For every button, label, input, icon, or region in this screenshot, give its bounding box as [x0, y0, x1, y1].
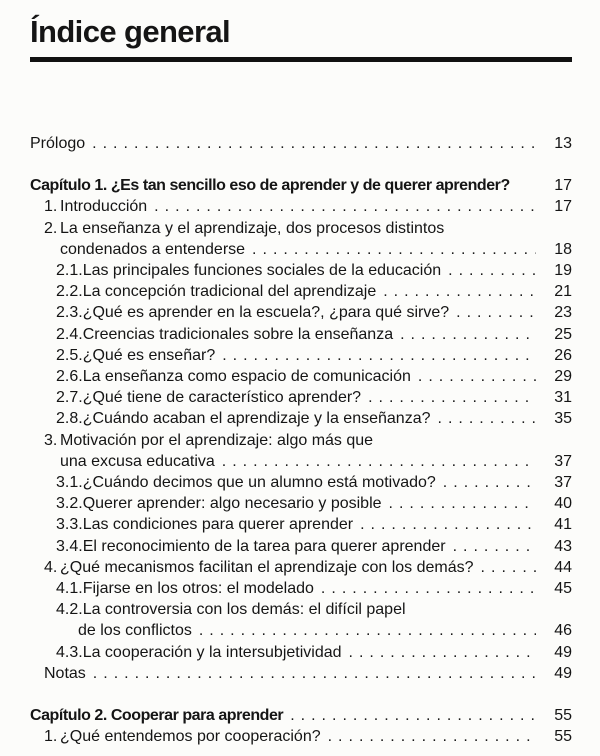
- toc-entry-title: ¿Qué entendemos por cooperación?: [60, 728, 321, 746]
- toc-entry-page: 43: [554, 537, 572, 555]
- toc-entry-number: 2.6.: [56, 368, 83, 386]
- dot-leader: [443, 472, 536, 493]
- toc-entry: [56, 578, 572, 599]
- toc-entry: [56, 281, 572, 302]
- dot-leader: [92, 133, 536, 154]
- dot-leader: [222, 451, 536, 472]
- dot-leader: [418, 366, 536, 387]
- dot-leader: [349, 642, 536, 663]
- dot-leader: [448, 260, 536, 281]
- dot-leader: [453, 536, 536, 557]
- toc-entry-page: 17: [554, 177, 572, 195]
- toc-entry-number: 2.1.: [56, 262, 83, 280]
- toc-entry: [56, 387, 572, 408]
- toc-entry-page: 55: [554, 707, 572, 725]
- dot-leader: [328, 726, 536, 747]
- toc-list: [30, 133, 572, 747]
- toc-entry-page: 35: [554, 410, 572, 428]
- dot-leader: [222, 345, 536, 366]
- toc-entry-number: 2.4.: [56, 325, 83, 343]
- dot-leader: [400, 324, 536, 345]
- toc-entry: [56, 345, 572, 366]
- dot-leader: [290, 705, 536, 726]
- toc-entry: [78, 620, 572, 641]
- toc-entry-title: ¿Qué es enseñar?: [82, 346, 216, 364]
- toc-entry-page: 18: [554, 240, 572, 258]
- toc-entry-title: Creencias tradicionales sobre la enseñanza: [82, 325, 394, 343]
- toc-entry: [56, 514, 572, 535]
- toc-entry-number: 2.2.: [56, 283, 83, 301]
- toc-entry-number: 2.8.: [56, 410, 83, 428]
- toc-entry-title: Querer aprender: algo necesario y posible: [82, 495, 382, 513]
- toc-entry: [56, 599, 572, 620]
- toc-entry-number: 3.: [44, 431, 58, 449]
- toc-entry: [60, 451, 572, 472]
- toc-entry: [56, 302, 572, 323]
- toc-entry-title: La controversia con los demás: el difícil papel: [82, 601, 406, 619]
- toc-entry: [56, 493, 572, 514]
- toc-entry-title: Fijarse en los otros: el modelado: [82, 580, 314, 598]
- toc-entry-title: ¿Qué tiene de característico aprender?: [82, 389, 362, 407]
- toc-entry-number: 4.2.: [56, 601, 83, 619]
- toc-entry: [56, 366, 572, 387]
- toc-entry: [60, 239, 572, 260]
- toc-entry-title: ¿Qué mecanismos facilitan el aprendizaje con los demás?: [60, 558, 474, 576]
- toc-entry-number: 3.4.: [56, 537, 83, 555]
- toc-entry-title: La enseñanza como espacio de comunicación: [82, 368, 411, 386]
- dot-leader: [456, 302, 536, 323]
- toc-entry-page: 37: [554, 452, 572, 470]
- toc-entry-number: 3.2.: [56, 495, 83, 513]
- toc-entry: [44, 218, 572, 239]
- toc-entry-page: 55: [554, 728, 572, 746]
- toc-entry: [56, 536, 572, 557]
- toc-entry: [44, 430, 572, 451]
- toc-entry-page: 29: [554, 368, 572, 386]
- toc-entry-page: 13: [554, 135, 572, 152]
- toc-entry: [56, 642, 572, 663]
- toc-entry-number: 1.: [44, 728, 58, 746]
- toc-entry: [56, 408, 572, 429]
- toc-entry-number: 2.5.: [56, 346, 83, 364]
- toc-entry-number: 4.: [44, 558, 58, 576]
- toc-entry-page: 49: [554, 643, 572, 661]
- dot-leader: [438, 408, 537, 429]
- toc-entry: [44, 557, 572, 578]
- toc-entry-title: Introducción: [60, 198, 148, 216]
- toc-entry-number: 3.1.: [56, 474, 83, 492]
- toc-entry: [56, 324, 572, 345]
- toc-entry-title: ¿Cuándo decimos que un alumno está motivado?: [82, 474, 436, 492]
- toc-entry-title: La cooperación y la intersubjetividad: [82, 643, 342, 661]
- toc-entry-page: 41: [554, 516, 572, 534]
- toc-entry-title: La enseñanza y el aprendizaje, dos procesos distintos: [60, 219, 445, 237]
- toc-entry: [56, 472, 572, 493]
- toc-entry-page: 40: [554, 495, 572, 513]
- title-rule: [30, 57, 572, 62]
- dot-leader: [481, 557, 536, 578]
- toc-entry-page: 25: [554, 325, 572, 343]
- toc-entry-title: de los conflictos: [78, 622, 192, 640]
- toc-entry-title: Capítulo 2. Cooperar para aprender: [30, 707, 284, 725]
- toc-entry: [30, 705, 572, 726]
- toc-entry-title: Las condiciones para querer aprender: [82, 516, 354, 534]
- toc-entry-title: condenados a entenderse: [60, 240, 246, 258]
- toc-entry-number: 2.3.: [56, 304, 83, 322]
- toc-entry-title: Notas: [44, 664, 86, 682]
- dot-leader: [93, 663, 536, 684]
- dot-leader: [154, 196, 536, 217]
- toc-entry-title: Capítulo 1. ¿Es tan sencillo eso de aprender y de querer aprender?: [30, 177, 510, 195]
- toc-entry: [44, 663, 572, 684]
- toc-entry-page: 21: [554, 283, 572, 301]
- toc-entry-page: 17: [554, 198, 572, 216]
- toc-entry-number: 4.3.: [56, 643, 83, 661]
- toc-entry-page: 45: [554, 580, 572, 598]
- toc-entry: [30, 133, 572, 154]
- toc-entry: [44, 726, 572, 747]
- toc-entry-page: 31: [554, 389, 572, 407]
- toc-entry-number: 2.: [44, 219, 58, 237]
- toc-entry-page: 19: [554, 262, 572, 280]
- toc-entry-title: La concepción tradicional del aprendizaje: [82, 283, 377, 301]
- toc-entry-title: Prólogo: [30, 135, 86, 152]
- toc-entry-title: ¿Qué es aprender en la escuela?, ¿para qué sirve?: [82, 304, 450, 322]
- toc-entry-title: Motivación por el aprendizaje: algo más que: [60, 431, 374, 449]
- toc-entry-page: 49: [554, 664, 572, 682]
- toc-entry-title: una excusa educativa: [60, 452, 215, 470]
- toc-entry-number: 2.7.: [56, 389, 83, 407]
- page-title: Índice general: [30, 14, 231, 49]
- toc-entry: [56, 260, 572, 281]
- toc-entry-page: 46: [554, 622, 572, 640]
- dot-leader: [252, 239, 536, 260]
- toc-entry-number: 4.1.: [56, 580, 83, 598]
- dot-leader: [321, 578, 536, 599]
- toc-entry-page: 26: [554, 346, 572, 364]
- dot-leader: [368, 387, 536, 408]
- toc-entry-number: 3.3.: [56, 516, 83, 534]
- toc-entry-number: 1.: [44, 198, 58, 216]
- dot-leader: [389, 493, 536, 514]
- toc-entry-page: 44: [554, 558, 572, 576]
- dot-leader: [199, 620, 536, 641]
- toc-entry-title: Las principales funciones sociales de la educación: [82, 262, 442, 280]
- toc-entry-title: ¿Cuándo acaban el aprendizaje y la enseñanza?: [82, 410, 431, 428]
- toc-entry-page: 37: [554, 474, 572, 492]
- dot-leader: [383, 281, 536, 302]
- toc-entry-page: 23: [554, 304, 572, 322]
- toc-entry: [30, 175, 572, 196]
- dot-leader: [360, 514, 536, 535]
- toc-entry: [44, 196, 572, 217]
- toc-entry-title: El reconocimiento de la tarea para querer aprender: [82, 537, 446, 555]
